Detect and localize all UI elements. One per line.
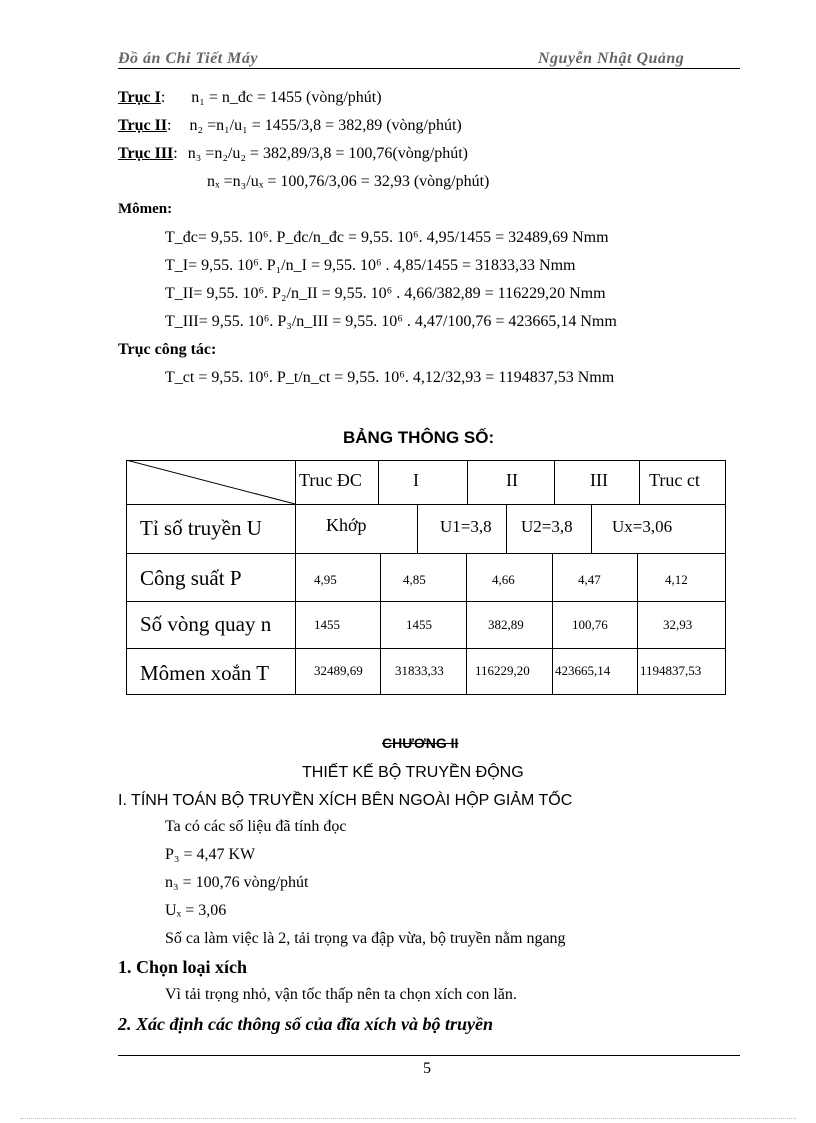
table-cell: 4,47 [578, 572, 601, 587]
shaft-label: Trục I [118, 89, 161, 106]
table-cell: 31833,33 [395, 663, 444, 678]
shaft-label: Trục II [118, 117, 168, 134]
coupling-cell: Khớp [326, 515, 367, 535]
col-header: III [590, 470, 608, 490]
shaft-speed-2: Trục II: n₂ =n₁/u₁ = 1455/3,8 = 382,89 (vòng/phút) [118, 117, 462, 134]
table-cell: 382,89 [488, 617, 524, 632]
chapter-number: CHƯƠNG II [382, 735, 459, 751]
momen-line: T_I= 9,55. 10⁶. P₁/n_I = 9,55. 10⁶ . 4,85/1455 = 31833,33 Nmm [165, 257, 576, 274]
subsection-text: Vì tải trọng nhỏ, vận tốc thấp nên ta chọn xích con lăn. [165, 986, 517, 1003]
truc-cong-tac-heading: Trục công tác: [118, 341, 217, 358]
parameter-table [126, 460, 726, 695]
given-line: Uₓ = 3,06 [165, 902, 227, 919]
shaft-formula: n₁ = n_đc = 1455 (vòng/phút) [191, 89, 382, 106]
table-cell: 4,95 [314, 572, 337, 587]
table-cell: 1455 [406, 617, 432, 632]
header-right: Nguyễn Nhật Quảng [538, 50, 685, 67]
table-cell: 4,12 [665, 572, 688, 587]
ratio-u1: U1=3,8 [440, 517, 492, 536]
shaft-speed-3: Trục III: n₃ =n₂/u₂ = 382,89/3,8 = 100,76(vòng/phút) [118, 145, 468, 162]
table-cell: 423665,14 [555, 663, 611, 678]
shaft-formula: n₂ =n₁/u₁ = 1455/3,8 = 382,89 (vòng/phút) [189, 117, 462, 134]
chain-speed: nₓ =n₃/uₓ = 100,76/3,06 = 32,93 (vòng/phút) [207, 173, 490, 190]
table-title: BẢNG THÔNG SỐ: [343, 428, 495, 447]
momen-line: T_II= 9,55. 10⁶. P₂/n_II = 9,55. 10⁶ . 4,66/382,89 = 116229,20 Nmm [165, 285, 606, 302]
row-label: Công suất P [140, 566, 242, 590]
chapter-title: THIẾT KẾ BỘ TRUYỀN ĐỘNG [302, 764, 524, 781]
table-cell: 100,76 [572, 617, 608, 632]
section-heading: I. TÍNH TOÁN BỘ TRUYỀN XÍCH BÊN NGOÀI HỘP GIẢM TỐC [118, 792, 573, 809]
shaft-label: Trục III [118, 145, 174, 162]
ratio-ux: Ux=3,06 [612, 517, 673, 536]
table-cell: 32,93 [663, 617, 693, 632]
given-line: Ta có các số liệu đã tính đọc [165, 818, 347, 835]
given-line: Số ca làm việc là 2, tải trọng va đập vừa, bộ truyền nằm ngang [165, 930, 566, 947]
given-line: P₃ = 4,47 KW [165, 846, 256, 863]
row-label: Số vòng quay n [140, 612, 272, 636]
momen-heading: Mômen: [118, 201, 173, 217]
subsection-heading: 2. Xác định các thông số của đĩa xích và bộ truyền [118, 1014, 494, 1034]
momen-line: T_III= 9,55. 10⁶. P₃/n_III = 9,55. 10⁶ . 4,47/100,76 = 423665,14 Nmm [165, 313, 617, 330]
momen-line: T_đc= 9,55. 10⁶. P_đc/n_đc = 9,55. 10⁶. 4,95/1455 = 32489,69 Nmm [165, 229, 609, 246]
row-label: Mômen xoắn T [140, 661, 270, 685]
shaft-formula: n₃ =n₂/u₂ = 382,89/3,8 = 100,76(vòng/phút) [187, 145, 468, 162]
ratio-u2: U2=3,8 [521, 517, 573, 536]
table-cell: 4,85 [403, 572, 426, 587]
table-cell: 32489,69 [314, 663, 363, 678]
footer-rule [118, 1055, 740, 1056]
subsection-heading: 1. Chọn loại xích [118, 957, 248, 977]
page-edge [20, 1118, 796, 1119]
table-cell: 4,66 [492, 572, 515, 587]
table-cell: 1455 [314, 617, 340, 632]
header-rule [118, 68, 740, 69]
header-left: Đồ án Chi Tiết Máy [118, 50, 258, 67]
table-cell: 1194837,53 [640, 663, 702, 678]
shaft-speed-1: Trục I: n₁ = n_đc = 1455 (vòng/phút) [118, 89, 382, 106]
corner-diagonal [126, 460, 296, 505]
table-cell: 116229,20 [475, 663, 530, 678]
momen-line-ct: T_ct = 9,55. 10⁶. P_t/n_ct = 9,55. 10⁶. 4,12/32,93 = 1194837,53 Nmm [165, 369, 615, 386]
col-header: II [506, 470, 518, 490]
page-number: 5 [423, 1060, 431, 1077]
row-label: Tỉ số truyền U [140, 516, 262, 540]
col-header: Truc ct [649, 470, 700, 490]
given-line: n₃ = 100,76 vòng/phút [165, 874, 309, 891]
col-header: Truc ĐC [299, 470, 362, 490]
col-header: I [413, 470, 419, 490]
